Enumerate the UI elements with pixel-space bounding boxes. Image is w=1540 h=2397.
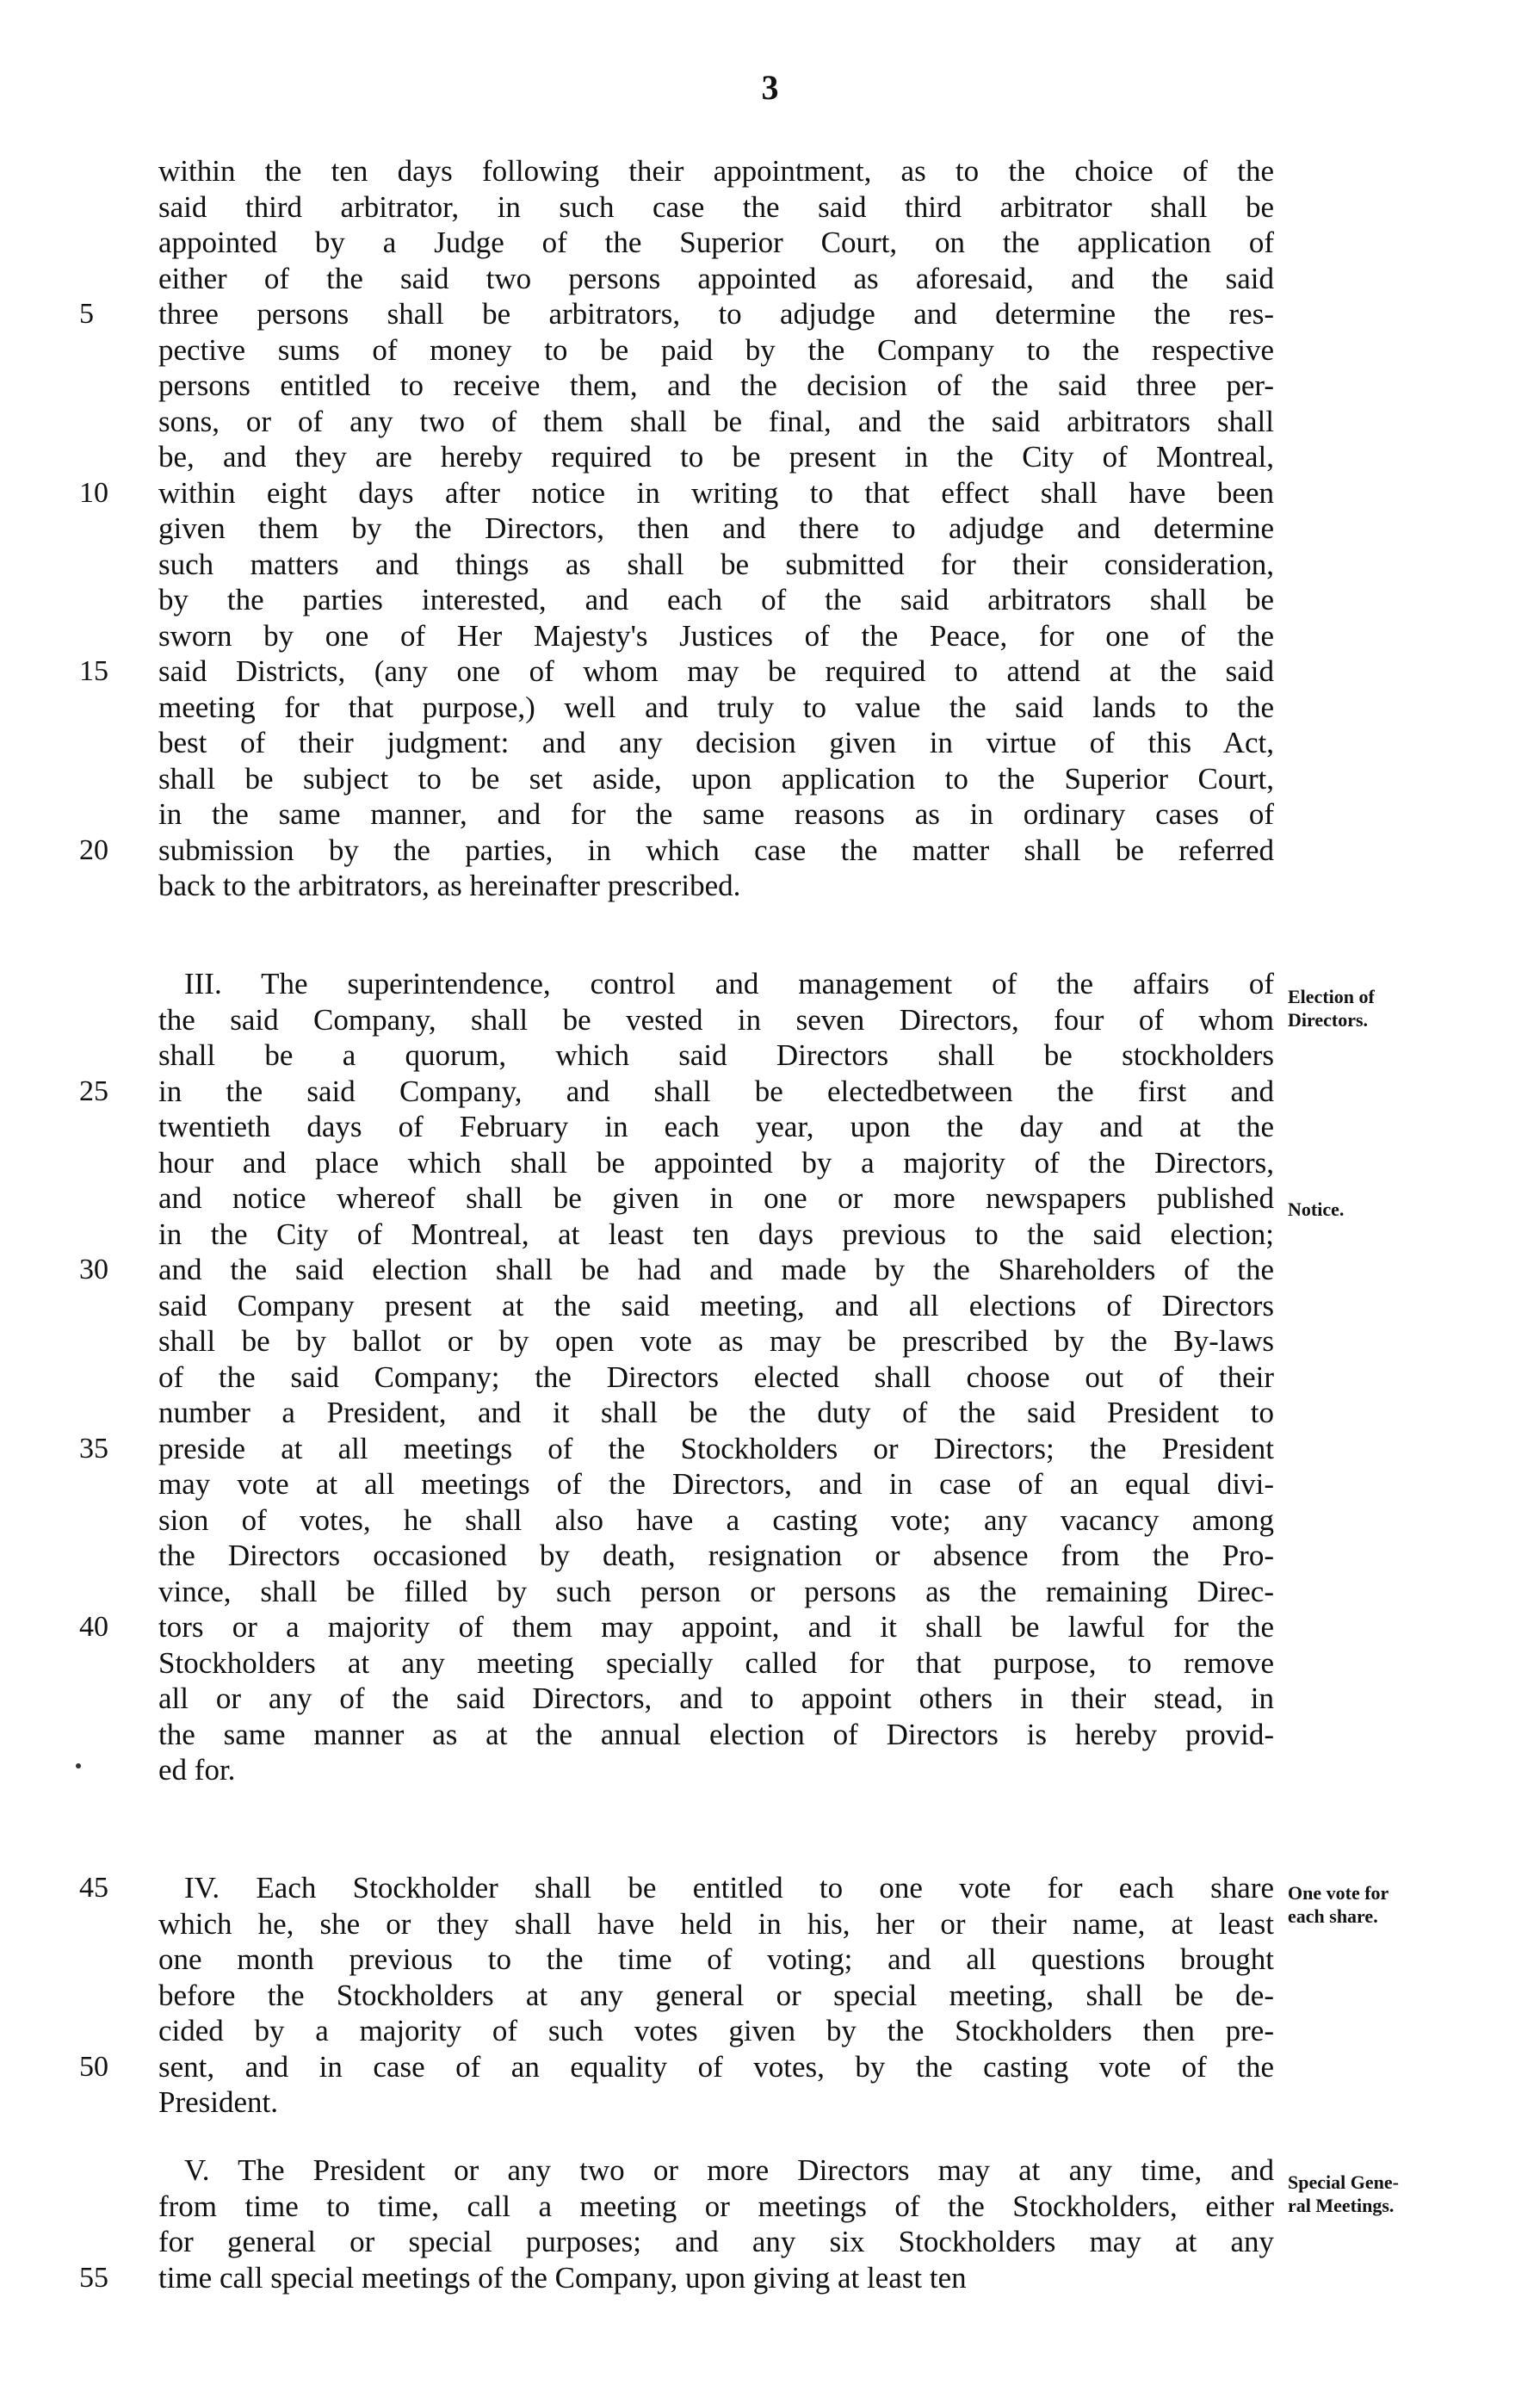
text-line xyxy=(0,1074,1540,1110)
line-text: shall be subject to be set aside, upon application to the Superior Court, xyxy=(158,761,1274,796)
line-number: 15 xyxy=(79,655,108,687)
line-text: three persons shall be arbitrators, to adjudge and determine the res- xyxy=(158,297,1274,331)
text-line xyxy=(0,1609,1540,1645)
line-text: President. xyxy=(158,2085,279,2119)
line-text: one month previous to the time of voting; and all questions brought xyxy=(158,1942,1274,1976)
line-text: preside at all meetings of the Stockholders or Directors; the President xyxy=(158,1431,1274,1465)
line-text: pective sums of money to be paid by the Company to the respective xyxy=(158,332,1274,367)
line-text: in the City of Montreal, at least ten days previous to the said election; xyxy=(158,1217,1274,1251)
line-text: shall be by ballot or by open vote as may be prescribed by the By-laws xyxy=(158,1324,1274,1358)
margin-note-election-line2: Directors. xyxy=(1288,1009,1369,1031)
text-line xyxy=(0,439,1540,475)
text-line xyxy=(0,1574,1540,1610)
line-text: back to the arbitrators, as hereinafter prescribed. xyxy=(158,869,741,902)
line-text: from time to time, call a meeting or meetings of the Stockholders, either xyxy=(158,2189,1274,2223)
margin-note-vote-line1: One vote for xyxy=(1288,1882,1389,1904)
text-line xyxy=(0,2224,1540,2260)
line-text: given them by the Directors, then and there to adjudge and determine xyxy=(158,511,1274,545)
line-text: ed for. xyxy=(158,1753,236,1787)
line-text: the Directors occasioned by death, resignation or absence from the Pro- xyxy=(158,1539,1274,1572)
text-line xyxy=(0,653,1540,690)
line-text: said Company present at the said meeting, and all elections of Directors xyxy=(158,1288,1274,1322)
line-text: Stockholders at any meeting specially called for that purpose, to remove xyxy=(158,1645,1274,1680)
line-text: and notice whereof shall be given in one or more newspapers published xyxy=(158,1181,1274,1215)
text-line xyxy=(0,1431,1540,1467)
text-line xyxy=(0,1752,1540,1788)
text-line xyxy=(0,1037,1540,1074)
line-text: submission by the parties, in which case the matter shall be referred xyxy=(158,833,1274,867)
line-text: III. The superintendence, control and management of the affairs of xyxy=(184,967,1274,1000)
line-text: number a President, and it shall be the duty of the said President to xyxy=(158,1396,1274,1429)
line-text: cided by a majority of such votes given by the Stockholders then pre- xyxy=(158,2014,1274,2047)
text-line xyxy=(0,1942,1540,1978)
line-number: 55 xyxy=(79,2261,108,2294)
line-text: by the parties interested, and each of the said arbitrators shall be xyxy=(158,583,1274,616)
text-line xyxy=(0,2084,1540,2121)
line-text: appointed by a Judge of the Superior Court, on the application of xyxy=(158,226,1274,259)
text-line xyxy=(0,153,1540,189)
line-text: tors or a majority of them may appoint, and it shall be lawful for the xyxy=(158,1610,1274,1644)
line-text: within eight days after notice in writing to that effect shall have been xyxy=(158,475,1274,510)
line-text: IV. Each Stockholder shall be entitled to one vote for each share xyxy=(184,1871,1274,1905)
text-line xyxy=(0,1395,1540,1431)
line-text: before the Stockholders at any general or special meeting, shall be de- xyxy=(158,1978,1274,2012)
line-text: sent, and in case of an equality of votes, by the casting vote of the xyxy=(158,2049,1274,2084)
text-line xyxy=(0,1109,1540,1145)
line-number: 50 xyxy=(79,2050,108,2083)
text-line xyxy=(0,1145,1540,1181)
text-line xyxy=(0,1538,1540,1574)
text-line xyxy=(0,1717,1540,1753)
line-number: 40 xyxy=(79,1611,108,1643)
margin-note-vote-line2: each share. xyxy=(1288,1905,1378,1927)
line-number: 35 xyxy=(79,1432,108,1465)
text-line xyxy=(0,582,1540,618)
text-line xyxy=(0,796,1540,833)
text-line xyxy=(0,2260,1540,2296)
text-line xyxy=(0,2049,1540,2085)
text-line xyxy=(0,1252,1540,1288)
text-line xyxy=(0,1360,1540,1396)
text-line xyxy=(0,2013,1540,2049)
section-iii xyxy=(0,966,1540,1788)
text-line xyxy=(0,225,1540,261)
text-line xyxy=(0,1502,1540,1539)
text-line xyxy=(0,1466,1540,1502)
line-text: either of the said two persons appointed as aforesaid, and the said xyxy=(158,261,1274,295)
text-line xyxy=(0,296,1540,332)
text-line xyxy=(0,1978,1540,2014)
line-text: which he, she or they shall have held in his, her or their name, at least xyxy=(158,1906,1274,1941)
text-line xyxy=(0,833,1540,869)
text-line xyxy=(0,189,1540,226)
text-line xyxy=(0,690,1540,726)
line-text: persons entitled to receive them, and the decision of the said three per- xyxy=(158,369,1274,402)
text-line xyxy=(0,1681,1540,1717)
margin-note-notice: Notice. xyxy=(1288,1198,1345,1220)
line-text: said third arbitrator, in such case the said third arbitrator shall be xyxy=(158,189,1274,224)
text-line xyxy=(0,404,1540,440)
text-line xyxy=(0,1645,1540,1682)
line-text: vince, shall be filled by such person or persons as the remaining Direc- xyxy=(158,1574,1274,1608)
text-line xyxy=(0,547,1540,583)
line-number: 20 xyxy=(79,833,108,866)
text-line xyxy=(0,368,1540,404)
line-text: sion of votes, he shall also have a casting vote; any vacancy among xyxy=(158,1502,1274,1537)
line-text: the said Company, shall be vested in seven Directors, four of whom xyxy=(158,1002,1274,1037)
text-line xyxy=(0,761,1540,797)
line-number: 5 xyxy=(79,298,94,330)
text-line xyxy=(0,332,1540,369)
line-text: for general or special purposes; and any six Stockholders may at any xyxy=(158,2225,1274,2258)
line-text: within the ten days following their appointment, as to the choice of the xyxy=(158,154,1274,188)
line-text: hour and place which shall be appointed by a majority of the Directors, xyxy=(158,1145,1274,1180)
section-continuation xyxy=(0,153,1540,904)
line-text: in the said Company, and shall be electedbetween the first and xyxy=(158,1074,1274,1108)
line-text: and the said election shall be had and made by the Shareholders of the xyxy=(158,1253,1274,1286)
line-text: said Districts, (any one of whom may be required to attend at the said xyxy=(158,654,1274,688)
margin-note-special-line1: Special Gene- xyxy=(1288,2171,1399,2193)
line-text: meeting for that purpose,) well and truly to value the said lands to the xyxy=(158,690,1274,724)
text-line xyxy=(0,725,1540,761)
text-line xyxy=(0,1217,1540,1253)
line-text: twentieth days of February in each year, upon the day and at the xyxy=(158,1110,1274,1143)
stray-mark xyxy=(76,1763,81,1768)
margin-note-election-line1: Election of xyxy=(1288,986,1375,1007)
text-line xyxy=(0,261,1540,297)
line-text: time call special meetings of the Company, upon giving at least ten xyxy=(158,2260,967,2295)
text-line xyxy=(0,475,1540,511)
text-line xyxy=(0,1288,1540,1324)
line-text: the same manner as at the annual election of Directors is hereby provid- xyxy=(158,1717,1274,1751)
line-number: 25 xyxy=(79,1075,108,1107)
text-line xyxy=(0,868,1540,904)
line-text: all or any of the said Directors, and to appoint others in their stead, in xyxy=(158,1682,1274,1715)
line-text: best of their judgment: and any decision given in virtue of this Act, xyxy=(158,726,1274,759)
line-text: be, and they are hereby required to be present in the City of Montreal, xyxy=(158,440,1274,474)
line-number: 10 xyxy=(79,476,108,509)
line-text: may vote at all meetings of the Directors, and in case of an equal divi- xyxy=(158,1467,1274,1501)
page-number: 3 xyxy=(761,68,779,107)
line-text: in the same manner, and for the same reasons as in ordinary cases of xyxy=(158,797,1274,831)
text-line xyxy=(0,618,1540,654)
line-text: V. The President or any two or more Directors may at any time, and xyxy=(184,2153,1274,2187)
line-text: sworn by one of Her Majesty's Justices of the Peace, for one of the xyxy=(158,618,1274,653)
line-number: 30 xyxy=(79,1254,108,1285)
line-text: of the said Company; the Directors elected shall choose out of their xyxy=(158,1360,1274,1394)
line-text: such matters and things as shall be submitted for their consideration, xyxy=(158,547,1274,581)
text-line xyxy=(0,511,1540,547)
line-number: 45 xyxy=(79,1872,108,1904)
line-text: shall be a quorum, which said Directors shall be stockholders xyxy=(158,1038,1274,1072)
margin-note-special-line2: ral Meetings. xyxy=(1288,2195,1395,2216)
text-line xyxy=(0,1323,1540,1360)
line-text: sons, or of any two of them shall be final, and the said arbitrators shall xyxy=(158,404,1274,438)
